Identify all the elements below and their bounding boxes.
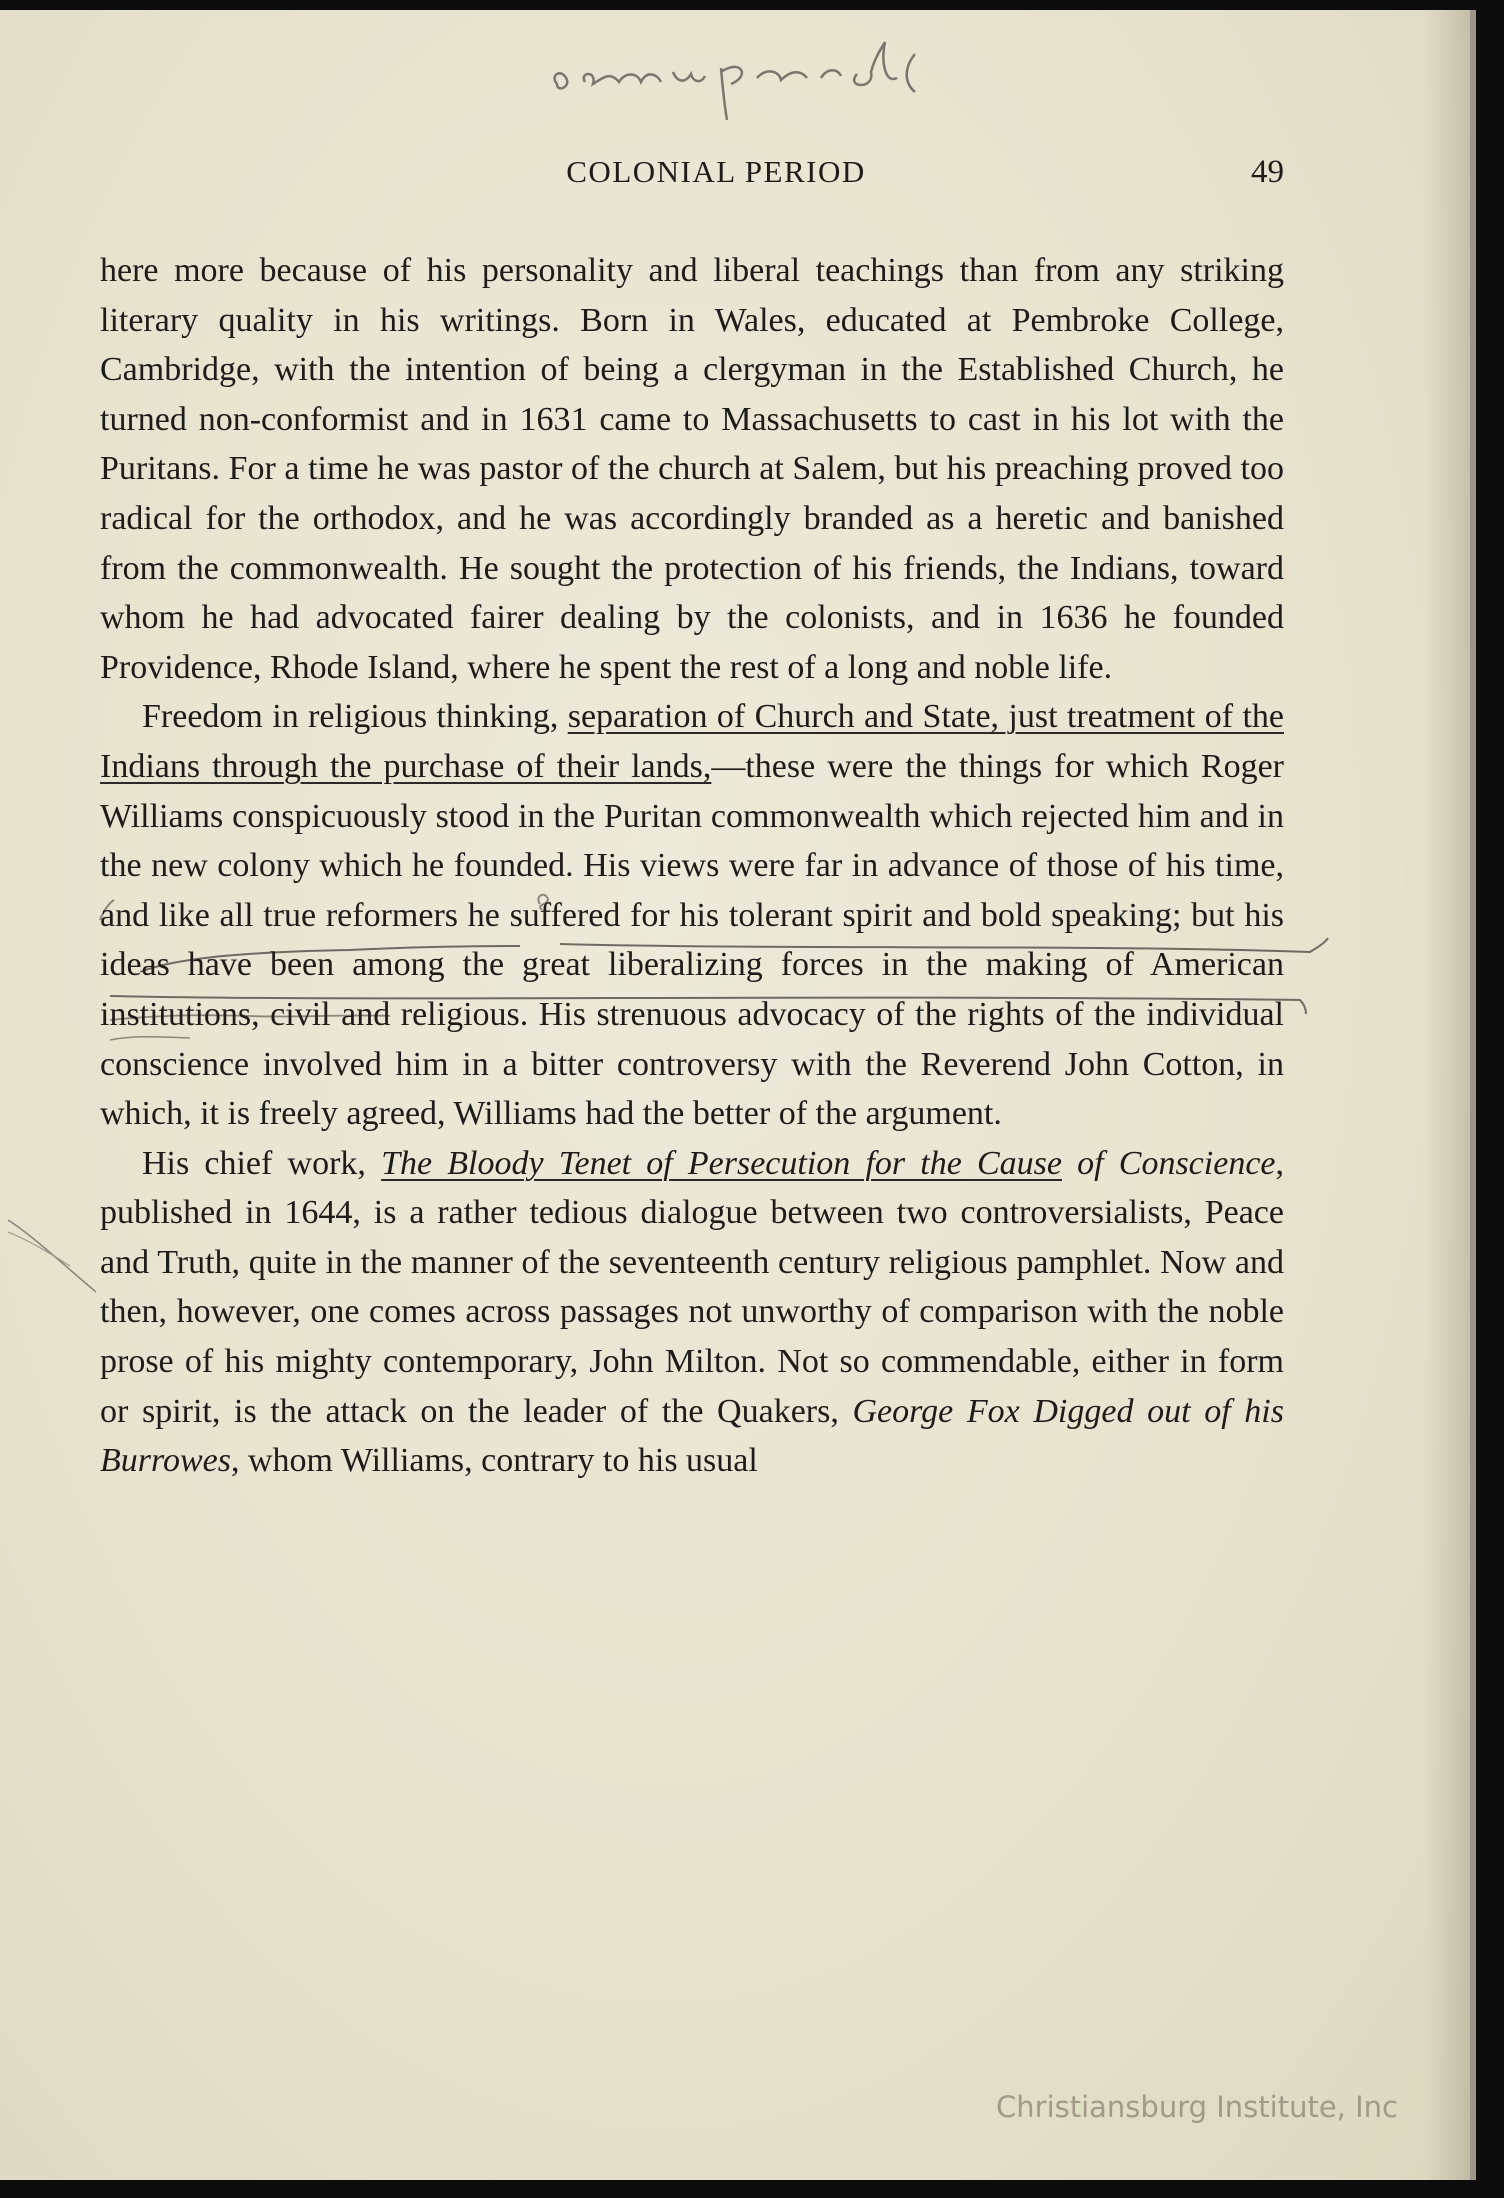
body-text [100, 246, 1284, 1486]
page-number: 49 [1251, 154, 1284, 190]
running-header [100, 154, 1284, 204]
paragraph-1: here more because of his personality and liberal teachings than from any striking literary quality in his writings. Born in Wales, educated at Pembroke College, Cambridge, with the intention of being a clergyman in the Established Church, he turned non-conformist and in 1631 came to Massachusetts to cast in his lot with the Puritans. For a time he was pastor of the church at Salem, but his preaching proved too radical for the orthodox, and he was accordingly branded as a heretic and banished from the commonwealth. He sought the protection of his friends, the Indians, toward whom he had advocated fairer dealing by the colonists, and in 1636 he founded Providence, Rhode Island, where he spent the rest of a long and noble life. [100, 252, 1284, 686]
page-edge-shadow [1424, 10, 1470, 2180]
paper-sheet [0, 10, 1476, 2180]
paragraph-3 [100, 1139, 1284, 1486]
paragraph-3-mid: , published in 1644, is a rather tedious dialogue between two controversialists, Peace and Truth, quite in the manner of the seventeenth century religious pamphlet. Now and then, however, one comes across passages not unworthy of comparison with the noble prose of his mighty contemporary, John Milton. Not so commendable, either in form or spirit, is the attack on the leader of the Quakers, [100, 1144, 1284, 1430]
book-title-bloody-tenet-end: of Conscience [1062, 1144, 1276, 1182]
book-title-george-fox: George Fox Digged out of his Burrowes [100, 1392, 1284, 1480]
handwritten-pencil-note [545, 32, 965, 122]
paragraph-2 [100, 692, 1284, 1138]
paragraph-3-end: , whom Williams, contrary to his usual [230, 1442, 758, 1480]
paragraph-2-rest: —these were the things for which Roger Williams conspicuously stood in the Puritan commonwealth which rejected him and in the new colony which he founded. His views were far in advance of those of his time, and like all true reformers he suffered for his tolerant spirit and bold speaking; but his ideas have been among the great liberalizing forces in the making of American institutions, civil and religious. His strenuous advocacy of the rights of the individual conscience involved him in a bitter controversy with the Reverend John Cotton, in which, it is freely agreed, Williams had the better of the argument. [100, 747, 1284, 1133]
running-title: COLONIAL PERIOD [566, 154, 866, 189]
watermark: Christiansburg Institute, Inc [996, 2090, 1398, 2124]
margin-pencil-tick [0, 1210, 110, 1310]
paragraph-2-underlined: separation of Church and State, just treatment of the Indians through the purchase of their lands, [100, 698, 1284, 785]
book-title-bloody-tenet: The Bloody Tenet of Persecution for the Cause [381, 1144, 1062, 1182]
paragraph-2-lead: Freedom in religious thinking, [142, 698, 568, 736]
paragraph-3-lead: His chief work, [142, 1144, 382, 1182]
